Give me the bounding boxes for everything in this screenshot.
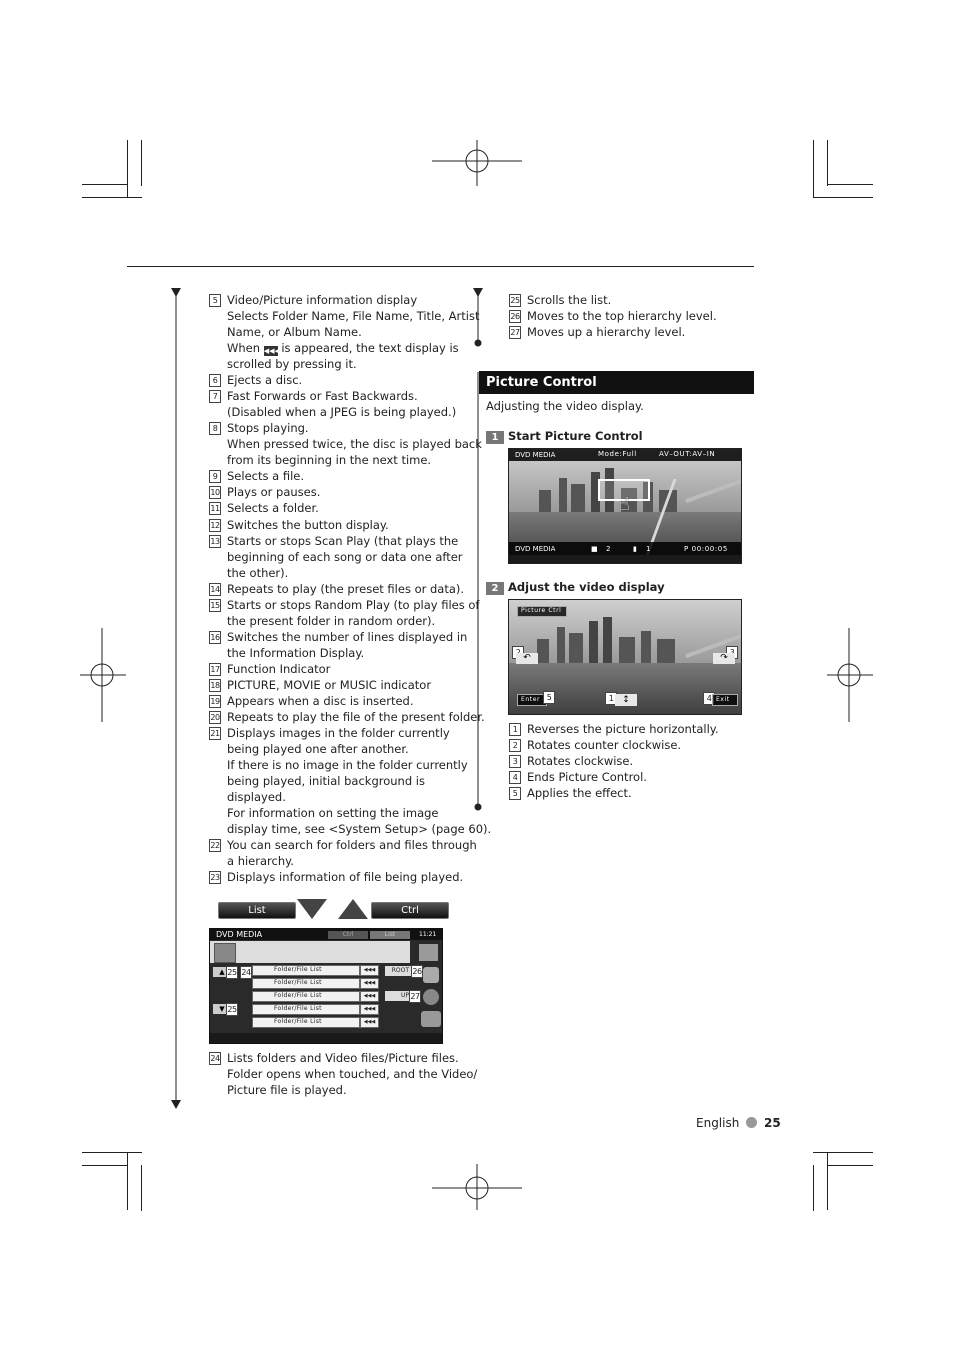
list-item: 19 Appears when a disc is inserted. bbox=[210, 694, 414, 708]
rotate-cw-button[interactable]: ↷ bbox=[713, 653, 735, 664]
list-item[interactable]: Folder/File List bbox=[252, 1004, 360, 1015]
left-column-arrow bbox=[170, 288, 182, 1110]
row-scroll-icon[interactable]: ◀◀◀ bbox=[360, 965, 379, 976]
folder-file-list bbox=[252, 965, 380, 1029]
registration-mark-top bbox=[430, 140, 524, 186]
list-item: 21 Displays images in the folder currently being played one after another. If there is no image in the folder currently being played, initial background is displayed. For information on setting the image display time, see <System Setup> (page 60). bbox=[210, 726, 492, 836]
footer-language: English bbox=[696, 1116, 740, 1130]
row-scroll-icon[interactable]: ◀◀◀ bbox=[360, 1017, 379, 1028]
callout-badge: 25 bbox=[227, 968, 237, 977]
file-icon: ▮ bbox=[633, 545, 638, 553]
list-item: 23 Displays information of file being played. bbox=[210, 870, 464, 884]
scroll-up-button[interactable]: ▲ bbox=[213, 967, 231, 977]
registration-mark-right bbox=[827, 628, 873, 722]
list-item: 11 Selects a folder. bbox=[210, 501, 319, 515]
play-time: P 00:00:05 bbox=[684, 545, 728, 553]
list-item: 18 PICTURE, MOVIE or MUSIC indicator bbox=[210, 678, 432, 692]
tools-icon bbox=[421, 1011, 441, 1027]
step-1: 1 Start Picture Control bbox=[486, 428, 643, 444]
list-item[interactable]: Folder/File List bbox=[252, 965, 360, 976]
clock: 11:21 bbox=[419, 931, 437, 938]
disc-icon bbox=[423, 989, 439, 1005]
tab-ctrl[interactable]: Ctrl bbox=[328, 931, 368, 939]
list-item: 2 Rotates counter clockwise. bbox=[509, 737, 681, 753]
list-item: 22 You can search for folders and files through a hierarchy. bbox=[210, 838, 477, 868]
exit-button[interactable]: Exit bbox=[712, 694, 738, 706]
list-item: 24 Lists folders and Video files/Picture files. Folder opens when touched, and the Video/ Picture file is played. bbox=[210, 1051, 478, 1097]
list-item: 9 Selects a file. bbox=[209, 468, 304, 484]
list-item: 16 Switches the number of lines displayed in the Information Display. bbox=[210, 630, 468, 660]
screen-bottom-title: DVD MEDIA bbox=[515, 545, 556, 553]
list-item: 15 Starts or stops Random Play (to play files of the present folder in random order). bbox=[210, 598, 480, 628]
callout-badge: 4 bbox=[703, 692, 715, 705]
up-arrow-icon bbox=[337, 898, 369, 920]
list-item: 10 Plays or pauses. bbox=[210, 485, 321, 499]
av-indicator: AV–OUT:AV–IN bbox=[659, 450, 716, 458]
root-button[interactable]: ROOT bbox=[385, 966, 411, 976]
list-item: 8 Stops playing. When pressed twice, the disc is played back from its beginning in the next time. bbox=[209, 420, 482, 468]
list-item: 3 Rotates clockwise. bbox=[509, 753, 633, 769]
callout-badge: 27 bbox=[410, 992, 420, 1001]
list-item: 13 Starts or stops Scan Play (that plays the beginning of each song or data one after the other). bbox=[210, 534, 463, 580]
screen-title: DVD MEDIA bbox=[515, 451, 556, 459]
folder-number: 2 bbox=[606, 545, 612, 553]
row-scroll-icon[interactable]: ◀◀◀ bbox=[360, 991, 379, 1002]
callout-badge: 5 bbox=[543, 691, 555, 704]
row-scroll-icon[interactable]: ◀◀◀ bbox=[360, 1004, 379, 1015]
list-item: 7 Fast Forwards or Fast Backwards. (Disabled when a JPEG is being played.) bbox=[209, 388, 456, 420]
list-tab-button[interactable]: List bbox=[218, 902, 296, 919]
list-item: 20 Repeats to play the file of the present folder. bbox=[210, 710, 485, 724]
folder-icon: ■ bbox=[591, 545, 599, 553]
section-heading: Picture Control bbox=[479, 371, 754, 394]
list-item[interactable]: Folder/File List bbox=[252, 1017, 360, 1028]
rotate-ccw-button[interactable]: ↶ bbox=[516, 653, 538, 664]
down-arrow-icon bbox=[296, 898, 328, 920]
list-item: 1 Reverses the picture horizontally. bbox=[509, 721, 719, 737]
list-screen bbox=[209, 928, 443, 1044]
header-rule bbox=[127, 266, 754, 267]
callout-badge: 24 bbox=[241, 968, 251, 977]
enter-button[interactable]: Enter bbox=[517, 694, 547, 706]
up-button[interactable]: UP bbox=[385, 991, 411, 1001]
list-item[interactable]: Folder/File List bbox=[252, 978, 360, 989]
mode-indicator: Mode:Full bbox=[598, 450, 637, 458]
media-icon bbox=[214, 943, 236, 963]
row-scroll-icon[interactable]: ◀◀◀ bbox=[360, 978, 379, 989]
list-item: 5 Applies the effect. bbox=[509, 785, 632, 801]
tab-list[interactable]: List bbox=[370, 931, 410, 939]
hand-pointer-icon: ☝ bbox=[619, 494, 630, 515]
callout-badge: 26 bbox=[412, 967, 422, 976]
list-item: 27 Moves up a hierarchy level. bbox=[510, 325, 686, 339]
list-item[interactable]: Folder/File List bbox=[252, 991, 360, 1002]
video-screen-start bbox=[508, 448, 742, 564]
video-screen-adjust bbox=[508, 599, 742, 715]
registration-mark-left bbox=[80, 628, 126, 722]
page-footer bbox=[696, 1115, 781, 1131]
ctrl-tab-button[interactable]: Ctrl bbox=[371, 902, 449, 919]
picture-ctrl-label: Picture Ctrl bbox=[517, 606, 567, 617]
step-2: 2 Adjust the video display bbox=[486, 579, 665, 595]
list-item: 12 Switches the button display. bbox=[210, 518, 389, 532]
flip-horizontal-button[interactable]: ↕ bbox=[615, 694, 637, 706]
screen-title: DVD MEDIA bbox=[216, 930, 263, 939]
list-item: 26 Moves to the top hierarchy level. bbox=[510, 309, 717, 323]
scroll-button-icon[interactable]: ◀◀◀ bbox=[263, 347, 280, 355]
scroll-down-button[interactable]: ▼ bbox=[213, 1004, 231, 1014]
callout-badge: 1 bbox=[605, 692, 617, 705]
list-item: 14 Repeats to play (the preset files or data). bbox=[210, 582, 465, 596]
registration-mark-bottom bbox=[430, 1164, 524, 1210]
list-item: 4 Ends Picture Control. bbox=[509, 769, 647, 785]
file-number: 1 bbox=[646, 545, 652, 553]
list-item: 5 Video/Picture information display Selects Folder Name, File Name, Title, Artist Name, or Album Name. When ◀◀◀ is appeared, the text display is scrolled by pressing it. bbox=[209, 292, 479, 372]
list-item: 17 Function Indicator bbox=[210, 662, 331, 676]
list-item: 25 Scrolls the list. bbox=[510, 293, 612, 307]
list-item: 6 Ejects a disc. bbox=[209, 372, 302, 388]
footer-dot-icon bbox=[746, 1117, 757, 1128]
music-icon bbox=[423, 967, 439, 983]
grid-icon bbox=[419, 944, 438, 961]
page-number: 25 bbox=[764, 1116, 781, 1130]
callout-badge: 25 bbox=[227, 1005, 237, 1014]
section-intro: Adjusting the video display. bbox=[486, 399, 644, 413]
